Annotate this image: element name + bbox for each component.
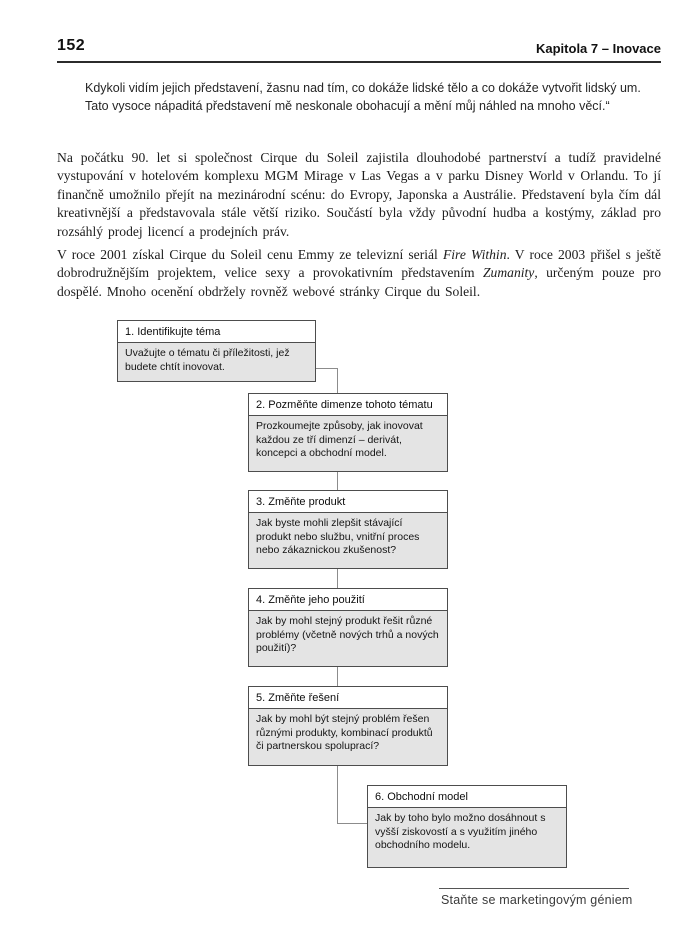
connector-step5-to-step6-vertical xyxy=(337,765,338,824)
show-title-fire-within: Fire Within xyxy=(442,247,507,262)
connector-step1-to-step2-vertical xyxy=(337,368,338,393)
paragraph-2-text: . V roce 2003 přišel s ještě dobrodružnějším projektem, velice sexy a provokativním představením xyxy=(57,247,661,281)
flowchart-step-3-title: 3. Změňte produkt xyxy=(249,491,447,513)
body-paragraph-2 xyxy=(57,246,661,301)
footer-book-title: Staňte se marketingovým géniem xyxy=(441,893,633,907)
connector-step3-to-step4 xyxy=(337,568,338,588)
header-rule xyxy=(57,61,661,63)
show-title-zumanity: Zumanity xyxy=(482,265,535,281)
body-paragraph-1: Na počátku 90. let si společnost Cirque du Soleil zajistila dlouhodobé partnerství a tudíž pravidelné vystupování v hotelovém komplexu MGM Mirage v Las Vegas a v parku Disney World v Orlandu. To jí finančně umožnilo přejít na mezinárodní scénu: do Evropy, Japonska a Austrálie. Představení byla čím dál kreativnější a představovala stále větší riziko. Součástí byla vždy původní hudba a kostýmy, základ pro rozsáhlý prodej licencí a prodejních práv. xyxy=(57,150,661,239)
flowchart-step-4-body: Jak by mohl stejný produkt řešit různé problémy (včetně nových trhů a nových použití)? xyxy=(256,615,439,654)
paragraph-2-text: , určeným pouze pro dospělé. Mnoho ocenění obdržely rovněž webové stránky Cirque du Soleil. xyxy=(57,265,662,299)
flowchart-step-6 xyxy=(367,785,567,868)
flowchart-step-4 xyxy=(248,588,448,667)
flowchart-step-6-title: 6. Obchodní model xyxy=(368,786,566,808)
flowchart-step-3 xyxy=(248,490,448,569)
flowchart-step-2-title: 2. Pozměňte dimenze tohoto tématu xyxy=(249,394,447,416)
flowchart-step-1-title: 1. Identifikujte téma xyxy=(118,321,315,343)
footer-rule xyxy=(439,888,629,889)
connector-step2-to-step3 xyxy=(337,471,338,490)
flowchart-step-5-body: Jak by mohl být stejný problém řešen různými produkty, kombinací produktů či partnerskou spoluprací? xyxy=(256,713,433,752)
flowchart-step-6-body: Jak by toho bylo možno dosáhnout s vyšší ziskovostí a s využitím jiného obchodního modelu. xyxy=(375,812,546,851)
pull-quote: Kdykoli vidím jejich představení, žasnu nad tím, co dokáže lidské tělo a co dokáže vytvořit lidský um. Tato vysoce nápaditá představení mě neskonale obohacují a mění můj náhled na mnoho věcí.“ xyxy=(85,81,641,113)
flowchart-step-5-title: 5. Změňte řešení xyxy=(249,687,447,709)
flowchart-step-1 xyxy=(117,320,316,382)
flowchart-step-1-body: Uvažujte o tématu či příležitosti, jež budete chtít inovovat. xyxy=(125,347,290,373)
flowchart-step-3-body: Jak byste mohli zlepšit stávající produkt nebo službu, vnitřní proces nebo zákaznickou zkušenost? xyxy=(256,517,420,556)
paragraph-2-text: V roce 2001 získal Cirque du Soleil cenu Emmy ze televizní seriál xyxy=(57,247,443,262)
chapter-header: Kapitola 7 – Inovace xyxy=(536,41,661,56)
flowchart-step-5 xyxy=(248,686,448,766)
connector-step1-to-step2-horizontal xyxy=(316,368,338,369)
connector-step5-to-step6-horizontal xyxy=(337,823,368,824)
flowchart-step-2-body: Prozkoumejte způsoby, jak inovovat každou ze tří dimenzí – derivát, koncepci a obchodní model. xyxy=(256,420,423,459)
flowchart-step-2 xyxy=(248,393,448,472)
page-number: 152 xyxy=(57,37,86,54)
flowchart-step-4-title: 4. Změňte jeho použití xyxy=(249,589,447,611)
connector-step4-to-step5 xyxy=(337,666,338,686)
